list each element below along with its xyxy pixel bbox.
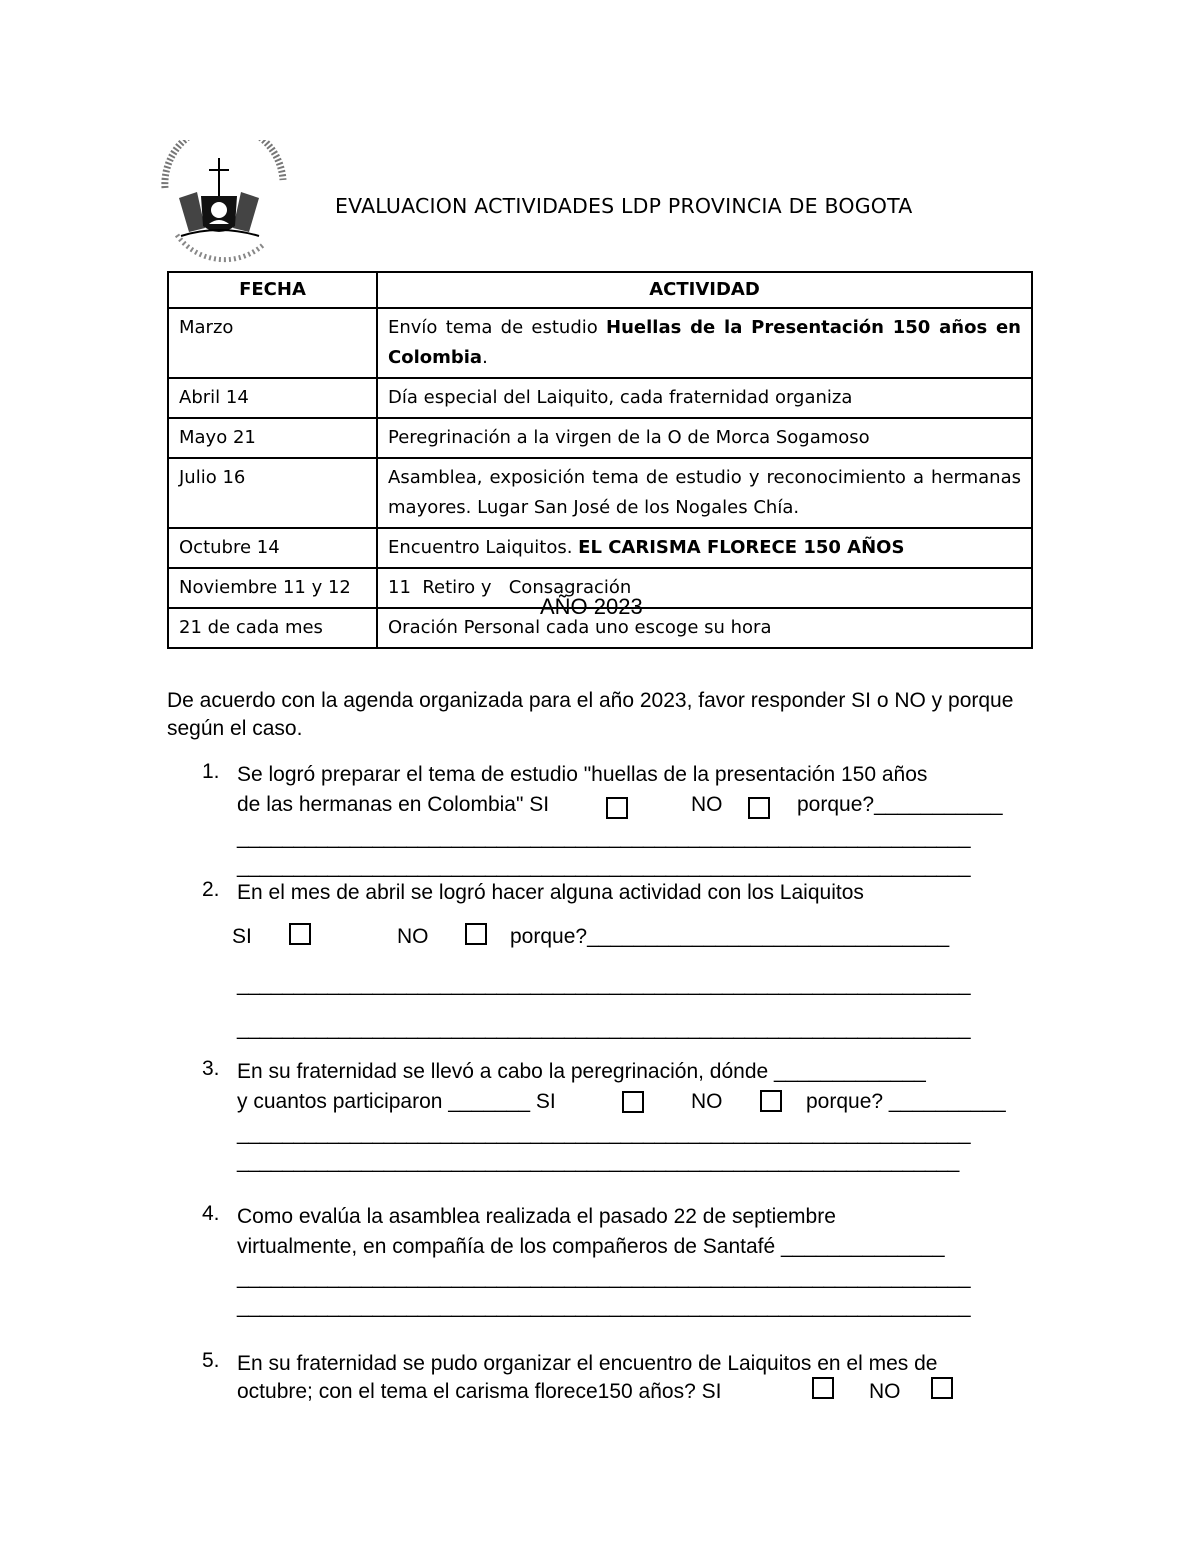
cell-fecha: Marzo [168,308,377,378]
q5-no-checkbox[interactable] [931,1377,953,1399]
q3-porque-field[interactable]: porque? __________ [806,1090,1006,1113]
question-number: 3. [202,1057,220,1080]
cell-fecha: Noviembre 11 y 12 [168,568,377,608]
answer-line[interactable]: _________________________________________________________________ [237,1122,971,1145]
answer-line[interactable]: ________________________________________________________________ [237,1150,959,1173]
year-heading: AÑO 2023 [540,594,643,619]
q1-no-label: NO [691,793,723,816]
question-3-line2: y cuantos participaron _______ SI [237,1090,556,1113]
question-5-line2: octubre; con el tema el carisma florece150 años? SI [237,1380,722,1403]
cell-fecha: Mayo 21 [168,418,377,458]
table-row [168,528,1032,568]
q3-si-checkbox[interactable] [622,1091,644,1113]
question-2-text: En el mes de abril se logró hacer alguna actividad con los Laiquitos [237,881,864,904]
institution-seal-icon [155,140,291,265]
question-4-text: Como evalúa la asamblea realizada el pasado 22 de septiembre [237,1205,836,1228]
q2-porque-field[interactable]: porque?_______________________________ [510,925,950,948]
answer-line[interactable]: _________________________________________________________________ [237,855,971,878]
question-number: 5. [202,1349,220,1372]
cell-actividad: Encuentro Laiquitos. EL CARISMA FLORECE 150 AÑOS [377,528,1032,568]
header-fecha: FECHA [168,272,377,308]
cell-fecha: Julio 16 [168,458,377,528]
question-number: 2. [202,878,220,901]
q3-no-label: NO [691,1090,723,1113]
cell-actividad: Día especial del Laiquito, cada fraternidad organiza [377,378,1032,418]
cell-fecha: Octubre 14 [168,528,377,568]
table-row [168,458,1032,528]
table-row [168,418,1032,458]
answer-line[interactable]: _________________________________________________________________ [237,826,971,849]
question-1-line2: de las hermanas en Colombia" SI [237,793,550,816]
agenda-table [167,271,1033,649]
q3-no-checkbox[interactable] [760,1090,782,1112]
header-actividad: ACTIVIDAD [377,272,1032,308]
answer-line[interactable]: _________________________________________________________________ [237,973,971,996]
q2-si-checkbox[interactable] [289,923,311,945]
cell-actividad: Peregrinación a la virgen de la O de Morca Sogamoso [377,418,1032,458]
question-3-text: En su fraternidad se llevó a cabo la peregrinación, dónde _____________ [237,1060,926,1083]
q1-si-checkbox[interactable] [606,797,628,819]
question-4-line2[interactable]: virtualmente, en compañía de los compañeros de Santafé ______________ [237,1235,945,1258]
q2-no-label: NO [397,925,429,948]
q5-si-checkbox[interactable] [812,1377,834,1399]
intro-paragraph: De acuerdo con la agenda organizada para el año 2023, favor responder SI o NO y porque según el caso. [167,689,1014,740]
question-1-text: Se logró preparar el tema de estudio "huellas de la presentación 150 años [237,763,928,786]
table-row [168,378,1032,418]
answer-line[interactable]: _________________________________________________________________ [237,1295,971,1318]
cell-actividad: Asamblea, exposición tema de estudio y reconocimiento a hermanas mayores. Lugar San José de los Nogales Chía. [377,458,1032,528]
table-row [168,308,1032,378]
cell-fecha: Abril 14 [168,378,377,418]
document-title: EVALUACION ACTIVIDADES LDP PROVINCIA DE BOGOTA [335,194,913,218]
question-number: 1. [202,760,220,783]
question-number: 4. [202,1202,220,1225]
table-header-row [168,272,1032,308]
cell-actividad: Oración Personal cada uno escoge su hora [377,608,1032,648]
answer-line[interactable]: _________________________________________________________________ [237,1266,971,1289]
q5-no-label: NO [869,1380,901,1403]
cell-fecha: 21 de cada mes [168,608,377,648]
q2-si-label: SI [232,925,252,948]
answer-line[interactable]: _________________________________________________________________ [237,1017,971,1040]
cell-actividad: 11 Retiro y Consagración [377,568,1032,608]
q1-porque-field[interactable]: porque?___________ [797,793,1003,816]
cell-actividad: Envío tema de estudio Huellas de la Presentación 150 años en Colombia. [377,308,1032,378]
q1-no-checkbox[interactable] [748,797,770,819]
q2-no-checkbox[interactable] [465,923,487,945]
question-5-text: En su fraternidad se pudo organizar el encuentro de Laiquitos en el mes de [237,1352,938,1375]
